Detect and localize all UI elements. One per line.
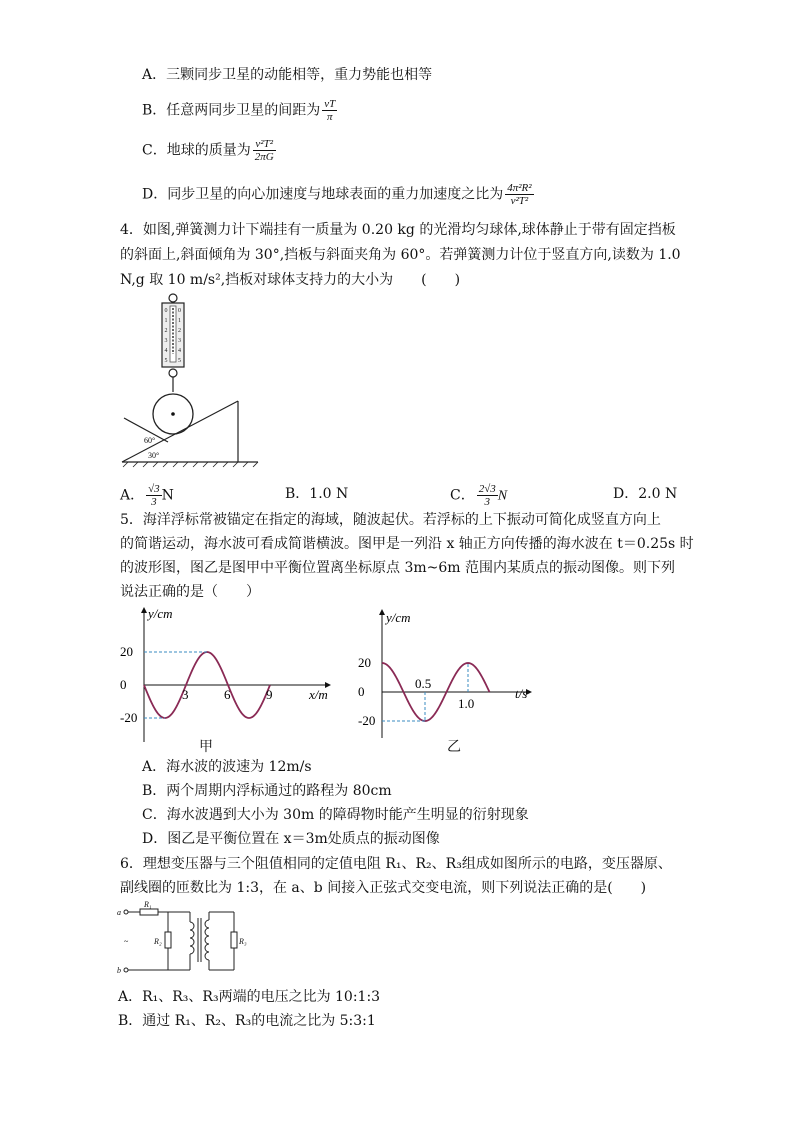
- q4-option-c-unit: N: [497, 488, 508, 504]
- chart-jia-xlabel: x/m: [309, 687, 328, 702]
- chart-jia-ylabel: y/cm: [148, 606, 173, 621]
- q4-option-c-fraction: [477, 483, 498, 508]
- label-r2: R₂: [154, 937, 162, 946]
- q3-option-b-denominator: π: [327, 111, 333, 123]
- ground-hatching: [123, 462, 258, 467]
- q5-option-c: C．海水波遇到大小为 30m 的障碍物时能产生明显的衍射现象: [142, 807, 529, 823]
- q3-option-c-text: C．地球的质量为: [142, 142, 251, 159]
- q5-chart-jia-title: 甲: [199, 739, 213, 755]
- q4-option-a: [120, 483, 174, 508]
- q5-stem-line1: 5．海洋浮标常被锚定在指定的海域，随波起伏。若浮标的上下振动可简化成竖直方向上: [120, 512, 661, 528]
- angle-label-30: 30°: [148, 451, 160, 460]
- q4-option-c-numerator: 2√3: [478, 483, 496, 495]
- q3-option-b-numerator: vT: [324, 98, 336, 110]
- chart-yi-xtick-0: 0.5: [415, 676, 432, 691]
- q3-option-b-fraction: [322, 98, 337, 123]
- chart-yi-xtick-1: 1.0: [458, 696, 475, 711]
- q5-option-d: D．图乙是平衡位置在 x＝3m处质点的振动图像: [142, 831, 440, 847]
- chart-yi-ytick-1: 0: [358, 684, 365, 699]
- primary-coil: [190, 922, 194, 954]
- resistor-r2: [165, 932, 171, 948]
- q5-stem-line2: 的简谐运动，海水波可看成简谐横波。图甲是一列沿 x 轴正方向传播的海水波在 t＝0.25s 时: [120, 536, 694, 552]
- scale-mark-2: 2: [164, 328, 168, 334]
- scale-mark-3-right: 3: [178, 338, 181, 344]
- chart-jia-xtick-0: 3: [182, 687, 189, 702]
- q5-chart-yi-title: 乙: [447, 739, 461, 755]
- q5-stem-line3: 的波形图，图乙是图甲中平衡位置离坐标原点 3m~6m 范围内某质点的振动图像。则下列: [120, 560, 675, 576]
- chart-jia-xtick-2: 9: [266, 687, 273, 702]
- q5-option-a: A．海水波的波速为 12m/s: [142, 759, 312, 775]
- scale-hanger-ring: [169, 294, 177, 302]
- scale-mark-4: 4: [164, 348, 168, 354]
- q4-stem-line3: N,g 取 10 m/s²,挡板对球体支持力的大小为 ( ): [120, 272, 461, 288]
- angle-label-60: 60°: [144, 436, 156, 445]
- chart-yi-xlabel: t/s: [515, 686, 528, 701]
- q6-circuit-diagram: [116, 900, 252, 978]
- q3-option-b-text: B．任意两同步卫星的间距为: [142, 102, 321, 119]
- q4-option-a-label: A．: [120, 487, 145, 504]
- terminal-a: [124, 910, 128, 914]
- q3-option-d-numerator: 4π²R²: [507, 182, 532, 194]
- resistor-r1: [140, 909, 158, 915]
- q4-option-d: D．2.0 N: [613, 486, 678, 502]
- q3-option-d: [142, 182, 534, 207]
- q4-option-c-label: C．: [450, 487, 475, 504]
- q3-option-d-denominator: v²T²: [510, 195, 529, 207]
- ac-source-symbol: ~: [124, 937, 129, 946]
- scale-mark-0: 0: [164, 308, 168, 314]
- q3-option-d-fraction: [505, 182, 533, 207]
- scale-mark-5: 5: [164, 358, 168, 364]
- q5-chart-yi: [356, 606, 536, 746]
- q4-option-c-denominator: 3: [484, 496, 490, 508]
- label-b: b: [117, 966, 121, 975]
- q3-option-c-fraction: [253, 138, 276, 163]
- q4-option-c: [450, 483, 507, 508]
- q3-option-c-denominator: 2πG: [254, 151, 274, 163]
- chart-jia-ytick-0: 20: [120, 644, 133, 659]
- scale-mark-3: 3: [164, 338, 168, 344]
- chart-yi-ytick-2: -20: [358, 713, 376, 728]
- q5-stem-line4: 说法正确的是（ ）: [120, 584, 260, 600]
- q3-option-c: [142, 138, 276, 163]
- chart-jia-ytick-1: 0: [120, 677, 127, 692]
- q4-option-b: B．1.0 N: [285, 486, 349, 502]
- q4-option-a-fraction: [146, 483, 162, 508]
- chart-jia-ytick-2: -20: [120, 710, 138, 725]
- q4-option-a-unit: N: [161, 487, 174, 504]
- q3-option-d-text: D．同步卫星的向心加速度与地球表面的重力加速度之比为: [142, 186, 504, 203]
- scale-mark-0-right: 0: [178, 308, 181, 314]
- q4-option-a-numerator: √3: [148, 483, 160, 495]
- q4-stem-line2: 的斜面上,斜面倾角为 30°,挡板与斜面夹角为 60°。若弹簧测力计位于竖直方向,读数为 1.0: [120, 247, 681, 263]
- chart-yi-ylabel: y/cm: [386, 610, 411, 625]
- q4-option-a-denominator: 3: [151, 496, 157, 508]
- terminal-b: [124, 968, 128, 972]
- resistor-r3: [231, 932, 237, 948]
- scale-mark-4-right: 4: [178, 348, 181, 354]
- scale-mark-2-right: 2: [178, 328, 181, 334]
- q4-stem-line1: 4．如图,弹簧测力计下端挂有一质量为 0.20 kg 的光滑均匀球体,球体静止于带有固定挡板: [120, 222, 676, 238]
- scale-hook-ring: [169, 369, 177, 377]
- q6-stem-line2: 副线圈的匝数比为 1:3，在 a、b 间接入正弦式交变电流，则下列说法正确的是( ): [120, 880, 647, 896]
- q6-option-b: B．通过 R₁、R₂、R₃的电流之比为 5:3:1: [118, 1013, 376, 1029]
- q3-option-c-numerator: v²T²: [253, 138, 276, 151]
- q5-chart-jia: [118, 602, 340, 754]
- q6-option-a: A．R₁、R₃、R₃两端的电压之比为 10:1:3: [118, 989, 381, 1005]
- chart-jia-xtick-1: 6: [224, 687, 231, 702]
- q6-stem-line1: 6．理想变压器与三个阻值相同的定值电阻 R₁、R₂、R₃组成如图所示的电路，变压器原、: [120, 856, 672, 872]
- chart-yi-ytick-0: 20: [358, 655, 371, 670]
- scale-mark-5-right: 5: [178, 358, 181, 364]
- label-a: a: [117, 908, 121, 917]
- q3-option-b: [142, 98, 337, 123]
- ball-center: [171, 412, 175, 416]
- q5-option-b: B．两个周期内浮标通过的路程为 80cm: [142, 783, 392, 799]
- scale-mark-1-right: 1: [178, 318, 181, 324]
- scale-mark-1: 1: [164, 318, 168, 324]
- q3-option-a: A．三颗同步卫星的动能相等，重力势能也相等: [142, 67, 433, 83]
- label-r3: R₃: [239, 937, 247, 946]
- secondary-coil: [205, 920, 209, 960]
- q4-figure-spring-scale-incline: [118, 292, 268, 468]
- label-r1: R₁: [144, 900, 152, 909]
